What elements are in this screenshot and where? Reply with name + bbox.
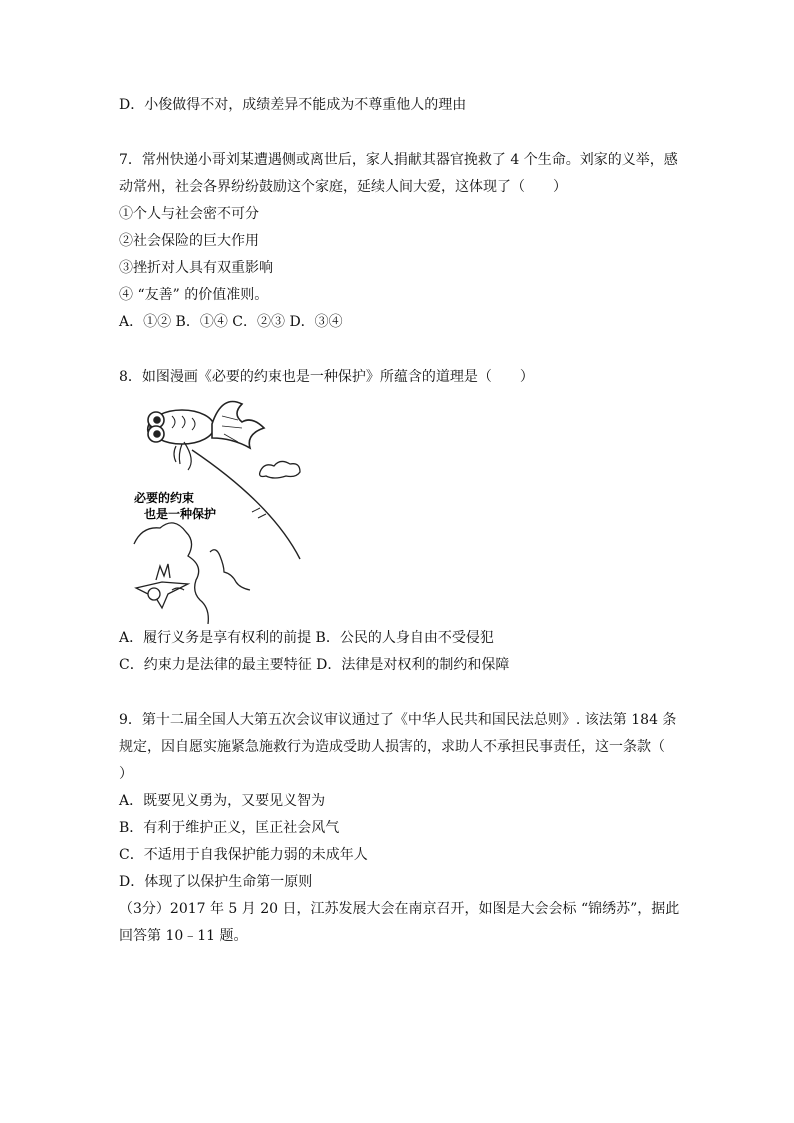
q9-stem-line3: ） — [119, 766, 133, 782]
fallen-kite-illustration — [136, 564, 188, 608]
q7-item-1: ①个人与社会密不可分 — [119, 206, 259, 222]
kite-cartoon — [132, 394, 302, 624]
q10-intro-line1: （3分）2017 年 5 月 20 日，江苏发展大会在南京召开，如图是大会会标 “锦绣苏”，据此 — [119, 901, 680, 917]
q8-options-line2: C．约束力是法律的最主要特征 D．法律是对权利的制约和保障 — [119, 657, 510, 673]
q9-option-d: D．体现了以保护生命第一原则 — [119, 874, 313, 890]
q9-option-a: A．既要见义勇为，又要见义智为 — [119, 793, 326, 809]
q7-item-2: ②社会保险的巨大作用 — [119, 233, 259, 249]
q9-stem-line2: 规定，因自愿实施紧急施救行为造成受助人损害的，求助人不承担民事责任，这一条款（ — [119, 739, 665, 755]
q7-stem-line2: 动常州，社会各界纷纷鼓励这个家庭，延续人间大爱，这体现了（ ） — [119, 179, 567, 195]
cartoon-text-line1: 必要的约束 — [134, 491, 195, 505]
cloud-drawing — [260, 461, 300, 478]
q9-option-c: C．不适用于自我保护能力弱的未成年人 — [119, 847, 368, 863]
hill-outline — [134, 523, 208, 624]
q7-options: A．①② B．①④ C．②③ D．③④ — [119, 314, 343, 330]
q9-stem-line1: 9．第十二届全国人大第五次会议审议通过了《中华人民共和国民法总则》. 该法第 184 条 — [119, 712, 677, 728]
q7-item-4: ④ “友善” 的价值准则。 — [119, 287, 269, 303]
q7-item-3: ③挫折对人具有双重影响 — [119, 260, 273, 276]
q9-option-b: B．有利于维护正义，匡正社会风气 — [119, 820, 340, 836]
q8-options-line1: A．履行义务是享有权利的前提 B．公民的人身自由不受侵犯 — [119, 630, 494, 646]
q7-stem-line1: 7．常州快递小哥刘某遭遇侧或离世后，家人捐献其器官挽救了 4 个生命。刘家的义举，感 — [119, 152, 678, 168]
cartoon-text-line2: 也是一种保护 — [144, 507, 217, 521]
q6-option-d: D．小俊做得不对，成绩差异不能成为不尊重他人的理由 — [119, 97, 467, 113]
small-mountain — [210, 550, 250, 590]
q10-intro-line2: 回答第 10﹣11 题。 — [119, 928, 248, 944]
q8-stem: 8．如图漫画《必要的约束也是一种保护》所蕴含的道理是（ ） — [119, 369, 534, 385]
